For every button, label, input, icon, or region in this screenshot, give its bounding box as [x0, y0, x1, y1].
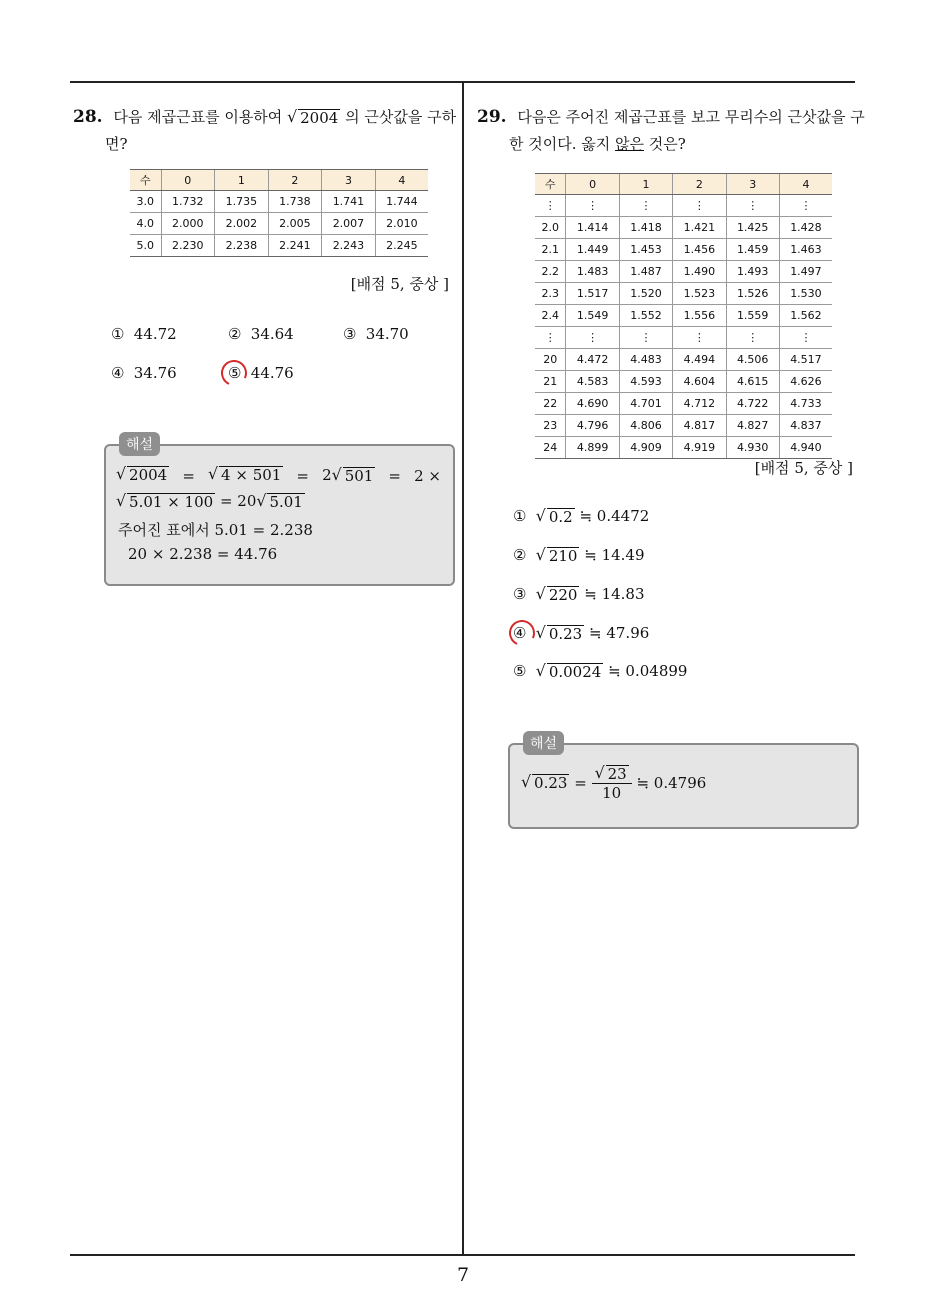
- table-cell: 21: [535, 371, 566, 393]
- fraction: [592, 764, 632, 802]
- q29-text-b: 한 것이다. 옳지: [509, 135, 611, 153]
- table-row: [535, 349, 832, 371]
- table-cell: 1.530: [779, 283, 832, 305]
- q29-choice-2[interactable]: [513, 546, 645, 565]
- q28-sqrt: √ 2004: [287, 106, 339, 127]
- table-row: [535, 393, 832, 415]
- table-cell: 22: [535, 393, 566, 415]
- table-cell: 2.000: [161, 213, 215, 235]
- table-cell: 1.449: [566, 239, 619, 261]
- table-cell: 2.2: [535, 261, 566, 283]
- q28-choice-4[interactable]: [111, 364, 177, 382]
- table-cell: 2.002: [215, 213, 269, 235]
- table-cell: 4.472: [566, 349, 619, 371]
- q28-solution-line-4: 20 × 2.238 = 44.76: [128, 545, 278, 563]
- table-cell: 1.493: [726, 261, 779, 283]
- table-cell: ⋮: [726, 327, 779, 349]
- sqrt: √ 0.0024: [535, 660, 602, 681]
- q29-points: [배점 5, 중상 ]: [754, 459, 853, 477]
- table-cell: 5.0: [130, 235, 161, 257]
- table-cell: 1.549: [566, 305, 619, 327]
- table-cell: 1.744: [375, 191, 428, 213]
- table-cell: 4.626: [779, 371, 832, 393]
- table-cell: 1.520: [619, 283, 672, 305]
- table-row: [535, 261, 832, 283]
- table-row: [130, 191, 428, 213]
- choice-number: ⑤: [228, 364, 242, 382]
- table-header-cell: 1: [215, 170, 269, 191]
- table-header-cell: 0: [566, 174, 619, 195]
- table-cell: 4.817: [673, 415, 726, 437]
- table-cell: 4.690: [566, 393, 619, 415]
- table-header-cell: 수: [535, 174, 566, 195]
- table-cell: 4.722: [726, 393, 779, 415]
- q28-question: [73, 104, 456, 131]
- q29-choice-3[interactable]: [513, 585, 645, 604]
- table-header-row: [130, 170, 428, 191]
- table-cell: 2.4: [535, 305, 566, 327]
- q28-solution-line-2: [116, 492, 305, 511]
- radicand: 5.01 × 100: [129, 492, 214, 511]
- q29-choice-1[interactable]: [513, 507, 649, 526]
- table-header-cell: 2: [673, 174, 726, 195]
- choice-number: ④: [513, 624, 527, 642]
- table-cell: 23: [535, 415, 566, 437]
- table-cell: 2.230: [161, 235, 215, 257]
- table-cell: 1.459: [726, 239, 779, 261]
- table-cell: 1.463: [779, 239, 832, 261]
- table-cell: 4.930: [726, 437, 779, 459]
- table-cell: 4.494: [673, 349, 726, 371]
- q28-radicand: 2004: [300, 108, 339, 127]
- table-header-cell: 1: [619, 174, 672, 195]
- sqrt: √ 0.2: [535, 505, 573, 526]
- table-cell: 1.483: [566, 261, 619, 283]
- table-header-cell: 3: [726, 174, 779, 195]
- table-cell: 4.583: [566, 371, 619, 393]
- sqrt: √ 5.01 × 100: [116, 490, 214, 511]
- q28-solution-line-1: [116, 466, 441, 485]
- table-cell: 1.738: [268, 191, 322, 213]
- q28-solution-line-3: 주어진 표에서 5.01 = 2.238: [118, 521, 313, 539]
- q28-solution-tag: 해설: [119, 432, 160, 456]
- table-cell: 2.0: [535, 217, 566, 239]
- table-cell: 1.453: [619, 239, 672, 261]
- q28-text-a: 다음 제곱근표를 이용하여: [113, 108, 283, 126]
- table-cell: 2.238: [215, 235, 269, 257]
- table-cell: ⋮: [566, 195, 619, 217]
- term: [322, 466, 375, 485]
- q28-text-b: 의 근삿값을 구하: [345, 108, 457, 126]
- table-cell: 3.0: [130, 191, 161, 213]
- table-cell: 1.562: [779, 305, 832, 327]
- radicand: 0.23: [534, 773, 568, 792]
- table-cell: 4.909: [619, 437, 672, 459]
- table-header-cell: 4: [779, 174, 832, 195]
- radicand: 0.23: [548, 624, 583, 643]
- table-cell: 4.506: [726, 349, 779, 371]
- sqrt: √ 5.01: [256, 490, 303, 511]
- result-text: ≒ 0.4796: [631, 774, 707, 793]
- table-cell: 2.3: [535, 283, 566, 305]
- radicand: 501: [344, 466, 374, 485]
- choice-text: 44.76: [250, 364, 294, 382]
- radicand: 210: [548, 546, 578, 565]
- table-cell: 1.490: [673, 261, 726, 283]
- radicand: 23: [607, 764, 627, 783]
- table-header-row: [535, 174, 832, 195]
- table-cell: ⋮: [726, 195, 779, 217]
- table-cell: 1.526: [726, 283, 779, 305]
- choice-number: ④: [111, 364, 125, 382]
- q28-text-c: 면?: [105, 135, 128, 153]
- q29-number: 29.: [477, 107, 507, 127]
- table-cell: 1.556: [673, 305, 726, 327]
- table-cell: 1.428: [779, 217, 832, 239]
- table-cell: ⋮: [673, 195, 726, 217]
- table-cell: 1.456: [673, 239, 726, 261]
- table-header-cell: 2: [268, 170, 322, 191]
- q29-text-c: 것은?: [648, 135, 686, 153]
- q28-choice-1[interactable]: [111, 325, 177, 343]
- choice-number: ①: [111, 325, 125, 343]
- table-row: [535, 283, 832, 305]
- table-cell: 1.552: [619, 305, 672, 327]
- radicand: 4 × 501: [221, 466, 282, 485]
- table-cell: 4.604: [673, 371, 726, 393]
- choice-text: 44.72: [133, 325, 177, 343]
- table-cell: 4.517: [779, 349, 832, 371]
- table-cell: 4.899: [566, 437, 619, 459]
- radicand: 5.01: [269, 492, 303, 511]
- q28-choice-2[interactable]: [228, 325, 294, 343]
- table-cell: 1.523: [673, 283, 726, 305]
- table-cell: 1.735: [215, 191, 269, 213]
- sqrt: √ 4 × 501: [208, 464, 282, 485]
- table-cell: 1.741: [322, 191, 376, 213]
- table-cell: 4.827: [726, 415, 779, 437]
- q29-underlined-text: 않은: [615, 135, 645, 153]
- table-cell: 24: [535, 437, 566, 459]
- table-row: [535, 437, 832, 459]
- sqrt: √ 220: [535, 583, 578, 604]
- table-cell: 1.497: [779, 261, 832, 283]
- choice-number: ①: [513, 507, 527, 525]
- table-cell: 2.005: [268, 213, 322, 235]
- q29-choice-5[interactable]: [513, 662, 687, 681]
- choice-number: ②: [513, 546, 527, 564]
- table-cell: 2.010: [375, 213, 428, 235]
- table-cell: 1.559: [726, 305, 779, 327]
- choice-text: ≒ 14.49: [579, 546, 645, 564]
- table-row: [535, 305, 832, 327]
- table-cell: ⋮: [566, 327, 619, 349]
- sqrt: √ 501: [331, 464, 374, 485]
- table-cell: 4.0: [130, 213, 161, 235]
- table-cell: 4.733: [779, 393, 832, 415]
- q28-number: 28.: [73, 107, 103, 127]
- fraction-denominator: 10: [602, 784, 622, 803]
- equals-term: = 20: [215, 492, 257, 510]
- table-cell: 20: [535, 349, 566, 371]
- coefficient: 2: [322, 466, 332, 484]
- fraction-numerator: [592, 764, 632, 784]
- q28-points: [배점 5, 중상 ]: [350, 275, 449, 293]
- table-cell: 2.243: [322, 235, 376, 257]
- table-row: [535, 217, 832, 239]
- table-row: [535, 195, 832, 217]
- sqrt: √ 210: [535, 544, 578, 565]
- table-cell: 2.1: [535, 239, 566, 261]
- table-cell: 4.712: [673, 393, 726, 415]
- equals-sign: =: [182, 466, 195, 485]
- table-header-cell: 수: [130, 170, 161, 191]
- table-cell: 4.940: [779, 437, 832, 459]
- table-cell: 4.615: [726, 371, 779, 393]
- table-header-cell: 3: [322, 170, 376, 191]
- q29-solution-line: [521, 764, 706, 802]
- equals-sign: =: [569, 774, 592, 793]
- table-cell: ⋮: [779, 327, 832, 349]
- radicand: 0.2: [548, 507, 573, 526]
- equals-sign: =: [296, 466, 309, 485]
- choice-text: 34.70: [365, 325, 409, 343]
- table-cell: 4.837: [779, 415, 832, 437]
- table-cell: 1.414: [566, 217, 619, 239]
- radicand: 0.0024: [548, 662, 602, 681]
- table-cell: 1.487: [619, 261, 672, 283]
- q29-square-root-table: [535, 173, 832, 459]
- table-cell: 4.483: [619, 349, 672, 371]
- table-cell: ⋮: [619, 327, 672, 349]
- table-cell: 1.732: [161, 191, 215, 213]
- table-cell: 4.919: [673, 437, 726, 459]
- q29-question: [477, 104, 865, 131]
- table-cell: 2.241: [268, 235, 322, 257]
- table-cell: 1.418: [619, 217, 672, 239]
- table-header-cell: 4: [375, 170, 428, 191]
- equals-sign: =: [388, 466, 401, 485]
- table-cell: 4.806: [619, 415, 672, 437]
- column-divider: [462, 82, 464, 1256]
- radicand: 2004: [129, 466, 168, 485]
- table-cell: 2.245: [375, 235, 428, 257]
- q28-choice-3[interactable]: [343, 325, 409, 343]
- table-cell: 2.007: [322, 213, 376, 235]
- choice-text: ≒ 14.83: [579, 585, 645, 603]
- choice-text: 34.76: [133, 364, 177, 382]
- page-number: 7: [456, 1264, 470, 1286]
- table-cell: ⋮: [673, 327, 726, 349]
- table-cell: 1.425: [726, 217, 779, 239]
- choice-text: ≒ 47.96: [584, 624, 650, 642]
- choice-text: ≒ 0.4472: [574, 507, 650, 525]
- q28-square-root-table: [130, 169, 428, 257]
- radicand: 220: [548, 585, 578, 604]
- table-cell: 1.421: [673, 217, 726, 239]
- sqrt: √ 23: [594, 762, 627, 783]
- table-cell: ⋮: [619, 195, 672, 217]
- coefficient: 2 ×: [414, 466, 441, 485]
- table-cell: ⋮: [535, 327, 566, 349]
- table-cell: 4.701: [619, 393, 672, 415]
- sqrt: √ 0.23: [521, 771, 568, 792]
- table-header-cell: 0: [161, 170, 215, 191]
- table-cell: ⋮: [535, 195, 566, 217]
- q28-answer-circle-mark: [217, 356, 250, 389]
- choice-number: ③: [343, 325, 357, 343]
- table-row: [535, 327, 832, 349]
- table-cell: ⋮: [779, 195, 832, 217]
- sqrt: √ 0.23: [535, 622, 583, 643]
- table-row: [130, 213, 428, 235]
- table-cell: 4.593: [619, 371, 672, 393]
- q29-solution-tag: 해설: [523, 731, 564, 755]
- q29-text-line-2: [509, 131, 686, 158]
- sqrt: √ 2004: [116, 464, 168, 485]
- table-cell: 1.517: [566, 283, 619, 305]
- choice-text: ≒ 0.04899: [603, 662, 688, 680]
- choice-number: ③: [513, 585, 527, 603]
- table-row: [535, 371, 832, 393]
- choice-number: ⑤: [513, 662, 527, 680]
- table-row: [535, 239, 832, 261]
- choice-text: 34.64: [250, 325, 294, 343]
- q29-answer-circle-mark: [505, 616, 538, 649]
- table-row: [130, 235, 428, 257]
- table-cell: 4.796: [566, 415, 619, 437]
- q29-text-a: 다음은 주어진 제곱근표를 보고 무리수의 근삿값을 구: [517, 108, 865, 126]
- table-row: [535, 415, 832, 437]
- choice-number: ②: [228, 325, 242, 343]
- bottom-rule: [70, 1254, 855, 1256]
